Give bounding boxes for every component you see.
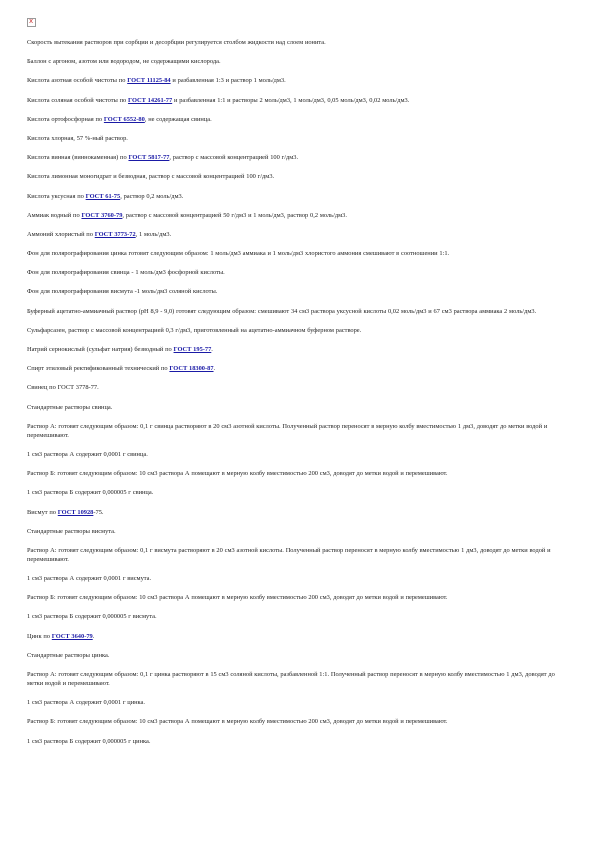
- paragraph-text: Кислота винная (виннокаменная) по: [27, 154, 129, 162]
- broken-image-mark: x: [29, 17, 34, 25]
- paragraph-text: .: [213, 365, 216, 373]
- gost-link[interactable]: ГОСТ 3640-79: [51, 632, 93, 640]
- paragraph: [27, 211, 569, 220]
- gost-link[interactable]: ГОСТ 18300-87: [169, 365, 214, 373]
- paragraph: [27, 422, 569, 440]
- paragraph-text: Баллон с аргоном, азотом или водородом, не содержащими кислорода.: [27, 58, 221, 66]
- paragraph-text: Спирт этиловый ректификованный технический по: [27, 365, 170, 373]
- paragraph-text: Раствор Б: готовят следующим образом: 10 см3 раствора А помещают в мерную колбу вместимостью 200 см3, доводят до метки водой и перемешивают.: [27, 470, 448, 478]
- paragraph: [27, 632, 569, 641]
- paragraph-text: Свинец по ГОСТ 3778-77.: [27, 384, 99, 392]
- paragraph: [27, 287, 569, 296]
- paragraph: [27, 364, 569, 373]
- paragraph: [27, 469, 569, 478]
- paragraph-text: -75.: [93, 508, 104, 516]
- paragraph: [27, 488, 569, 497]
- paragraph-text: Аммиак водный по: [27, 211, 82, 219]
- paragraph-text: Раствор Б: готовят следующим образом: 10 см3 раствора А помещают в мерную колбу вместимостью 200 см3, доводят до метки водой и перемешивают.: [27, 718, 448, 726]
- paragraph: [27, 153, 569, 162]
- paragraph-text: , 1 моль/дм3.: [135, 230, 172, 238]
- paragraph: [27, 450, 569, 459]
- paragraph-text: Висмут по: [27, 508, 58, 516]
- paragraph: [27, 76, 569, 85]
- gost-link[interactable]: ГОСТ 61-75: [85, 192, 121, 200]
- paragraph: [27, 717, 569, 726]
- paragraph-text: Раствор А: готовят следующим образом: 0,1 г цинка растворяют в 15 см3 соляной кислоты, разбавленной 1:1. Полученный раствор переносят в мерную колбу вместимостью 1 дм3, доводят до метки водой и перемешивают.: [27, 671, 555, 687]
- paragraph-text: 1 см3 раствора Б содержит 0,000005 г висмута.: [27, 613, 157, 621]
- paragraph-text: 1 см3 раствора А содержит 0,0001 г висмута.: [27, 575, 152, 583]
- paragraph-text: Раствор А: готовят следующим образом: 0,1 г свинца растворяют в 20 см3 азотной кислоты. Полученный раствор переносят в мерную колбу вместимостью 1 дм3, доводят до метки водой и перемешивают.: [27, 422, 548, 439]
- paragraph-text: 1 см3 раствора Б содержит 0,000005 г цинка.: [27, 737, 151, 745]
- paragraph-text: Сульфарсазен, раствор с массовой концентрацией 0,3 г/дм3, приготовленный на ацетатно-аммиачном буферном растворе.: [27, 326, 362, 334]
- gost-link[interactable]: ГОСТ 5817-77: [128, 154, 170, 162]
- paragraph-text: 1 см3 раствора Б содержит 0,000005 г свинца.: [27, 489, 154, 497]
- paragraph: [27, 508, 569, 517]
- paragraph-text: Цинк по: [27, 632, 52, 640]
- paragraph-text: Буферный ацетатно-аммиачный раствор (рН 8,9 - 9,0) готовят следующим образом: смешивают 34 см3 раствора уксусной кислоты 0,02 моль/дм3 и 67 см3 раствора аммиака 2 моль/дм3.: [27, 307, 537, 315]
- paragraph-text: Стандартные растворы висмута.: [27, 527, 116, 535]
- paragraph-text: Кислота лимонная моногидрат и безводная, раствор с массовой концентрацией 100 г/дм3.: [27, 173, 275, 181]
- broken-image-icon: [27, 18, 36, 27]
- paragraph: [27, 268, 569, 277]
- paragraph: [27, 38, 569, 47]
- paragraph: [27, 651, 569, 660]
- gost-link[interactable]: ГОСТ 3760-79: [81, 211, 123, 219]
- paragraph-text: .: [92, 632, 95, 640]
- paragraph: [27, 115, 569, 124]
- paragraph: [27, 96, 569, 105]
- paragraph-text: Раствор Б: готовят следующим образом: 10 см3 раствора А помещают в мерную колбу вместимостью 200 см3, доводят до метки водой и перемешивают.: [27, 594, 448, 602]
- paragraph: [27, 527, 569, 536]
- paragraph: [27, 574, 569, 583]
- paragraph-text: , раствор 0,2 моль/дм3.: [120, 192, 184, 200]
- paragraph-text: Раствор А: готовят следующим образом: 0,1 г висмута растворяют в 20 см3 азотной кислоты. Полученный раствор переносят в мерную колбу вместимостью 1 дм3, доводят до метки водой и перемешивают.: [27, 546, 551, 563]
- paragraph: [27, 698, 569, 707]
- paragraph-text: , не содержащая свинца.: [144, 115, 212, 123]
- paragraph-text: Фон для полярографирования висмута -1 моль/дм3 соляной кислоты.: [27, 288, 218, 296]
- paragraph-text: Кислота уксусная по: [27, 192, 86, 200]
- paragraph-text: Стандартные растворы цинка.: [27, 651, 110, 659]
- paragraph-text: и разбавленная 1:3 и раствор 1 моль/дм3.: [170, 77, 286, 85]
- paragraph: [27, 612, 569, 621]
- paragraph-text: Кислота ортофосфорная по: [27, 115, 104, 123]
- gost-link[interactable]: ГОСТ 3773-72: [94, 230, 136, 238]
- paragraph: [27, 546, 569, 564]
- paragraph: [27, 326, 569, 335]
- paragraph: [27, 172, 569, 181]
- gost-link[interactable]: ГОСТ 10928: [57, 508, 94, 516]
- paragraph-text: Кислота соляная особой чистоты по: [27, 96, 129, 104]
- paragraph-text: Фон для полярографирования свинца - 1 моль/дм3 фосфорной кислоты.: [27, 269, 225, 277]
- paragraph: [27, 249, 569, 258]
- paragraph-text: Кислота хлорная, 57 %-ный раствор.: [27, 134, 128, 142]
- paragraph: [27, 383, 569, 392]
- paragraph-text: Натрий сернокислый (сульфат натрия) безводный по: [27, 346, 174, 353]
- gost-link[interactable]: ГОСТ 11125-84: [127, 77, 171, 85]
- gost-link[interactable]: ГОСТ 6552-80: [103, 115, 145, 123]
- paragraph: [27, 593, 569, 602]
- paragraph-text: .: [211, 346, 213, 353]
- paragraph-text: 1 см3 раствора А содержит 0,0001 г свинца.: [27, 450, 148, 458]
- paragraph: [27, 670, 569, 688]
- paragraph: [27, 345, 569, 354]
- paragraph: [27, 192, 569, 201]
- paragraph-text: и разбавленная 1:1 и растворы 2 моль/дм3, 1 моль/дм3, 0,05 моль/дм3, 0,02 моль/дм3.: [172, 96, 410, 104]
- paragraph-text: , раствор с массовой концентрацией 50 г/дм3 и 1 моль/дм3, раствор 0,2 моль/дм3.: [122, 211, 347, 219]
- paragraph: [27, 134, 569, 143]
- gost-link[interactable]: ГОСТ 14261-77: [128, 96, 173, 104]
- paragraph-text: , раствор с массовой концентрацией 100 г/дм3.: [169, 154, 299, 162]
- paragraph: [27, 403, 569, 412]
- paragraph-text: 1 см3 раствора А содержит 0,0001 г цинка.: [27, 699, 145, 707]
- document-body: [27, 38, 569, 746]
- paragraph-text: Кислота азотная особой чистоты по: [27, 77, 128, 85]
- gost-link[interactable]: ГОСТ 195-77: [173, 346, 212, 353]
- paragraph-text: Фон для полярографирования цинка готовят следующим образом: 1 моль/дм3 аммиака и 1 моль/дм3 хлористого аммония смешивают в соотношении 1:1.: [27, 250, 450, 258]
- paragraph-text: Стандартные растворы свинца.: [27, 403, 113, 411]
- paragraph: [27, 307, 569, 316]
- paragraph: [27, 57, 569, 66]
- paragraph: [27, 737, 569, 746]
- paragraph-text: Аммоний хлористый по: [27, 230, 95, 238]
- paragraph: [27, 230, 569, 239]
- paragraph-text: Скорость вытекания растворов при сорбции и десорбции регулируется столбом жидкости над слоем ионита.: [27, 39, 326, 46]
